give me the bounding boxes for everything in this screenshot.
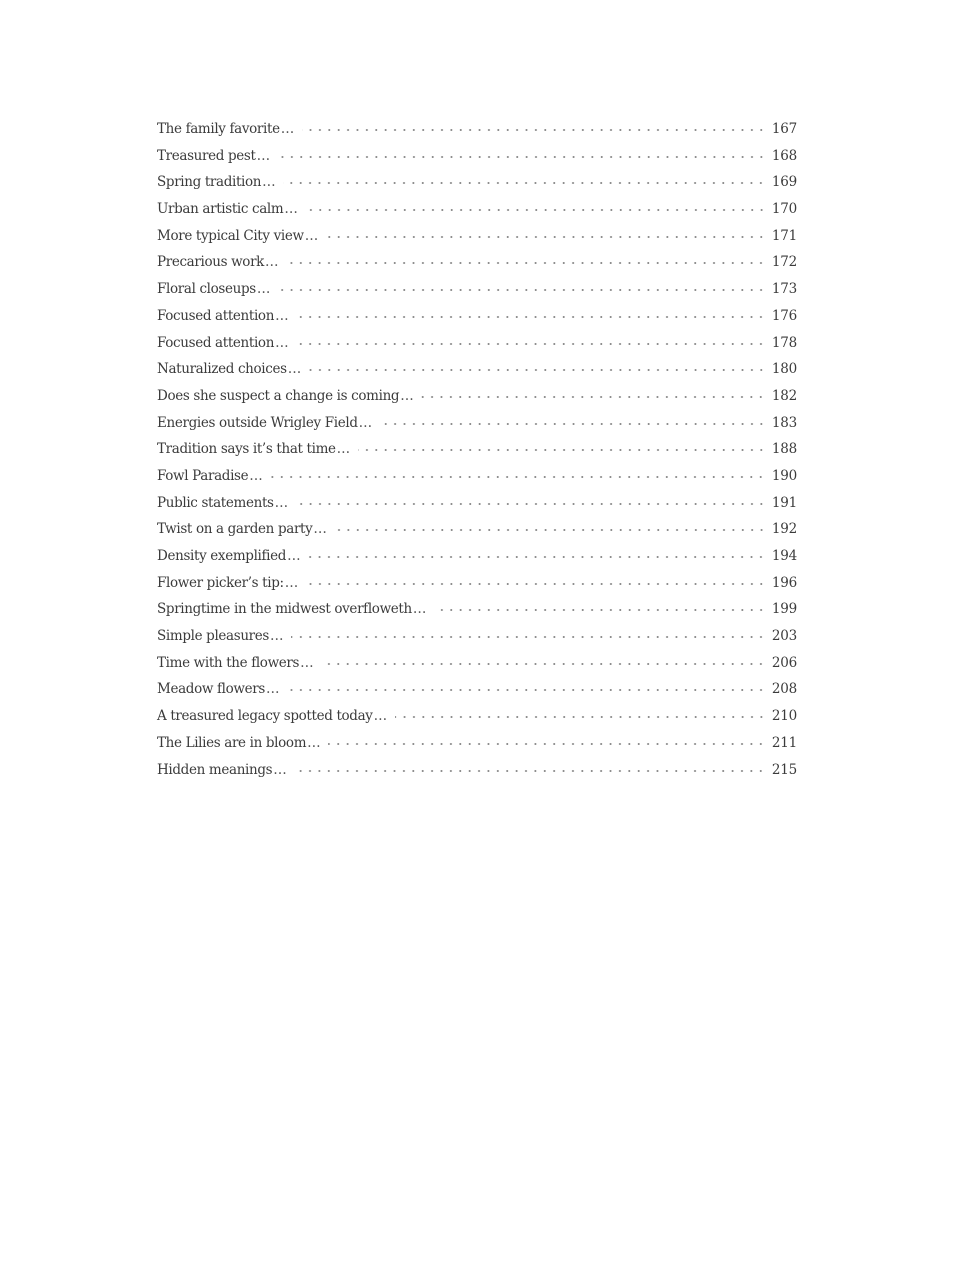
- toc-entry: [157, 361, 797, 388]
- toc-entry-page: 169: [771, 174, 797, 191]
- table-of-contents: [157, 121, 797, 788]
- toc-entry: [157, 228, 797, 255]
- toc-entry: [157, 468, 797, 495]
- toc-entry-page: 178: [771, 334, 797, 351]
- toc-entry-title: Springtime in the midwest overfloweth …: [157, 601, 426, 617]
- toc-entry: [157, 762, 797, 789]
- toc-entry-page: 170: [771, 201, 797, 218]
- dot-leader: [296, 342, 766, 346]
- dot-leader: [283, 181, 766, 185]
- toc-entry-title: Tradition says it’s that time …: [157, 441, 350, 457]
- toc-entry-page: 172: [771, 254, 797, 271]
- dot-leader: [294, 769, 765, 773]
- toc-entry-title: More typical City view …: [157, 228, 318, 244]
- dot-leader: [421, 395, 765, 399]
- toc-entry-title: Urban artistic calm …: [157, 201, 298, 217]
- toc-entry-page: 203: [771, 628, 797, 645]
- dot-leader: [278, 288, 766, 292]
- toc-entry: [157, 121, 797, 148]
- toc-entry: [157, 335, 797, 362]
- toc-entry-page: 171: [771, 227, 797, 244]
- toc-entry-title: Focused attention …: [157, 308, 288, 324]
- toc-entry-title: Meadow flowers …: [157, 681, 279, 697]
- toc-entry-title: A treasured legacy spotted today …: [157, 708, 387, 724]
- dot-leader: [395, 715, 766, 719]
- dot-leader: [287, 688, 766, 692]
- toc-entry: [157, 521, 797, 548]
- dot-leader: [326, 235, 766, 239]
- toc-entry: [157, 441, 797, 468]
- toc-entry: [157, 601, 797, 628]
- toc-entry: [157, 415, 797, 442]
- toc-entry-page: 194: [771, 548, 797, 564]
- toc-entry-title: Precarious work …: [157, 254, 278, 270]
- dot-leader: [270, 475, 765, 479]
- toc-entry-title: Floral closeups …: [157, 281, 270, 297]
- toc-entry: [157, 708, 797, 735]
- dot-leader: [321, 662, 766, 666]
- toc-entry: [157, 495, 797, 522]
- toc-entry-page: 188: [771, 441, 797, 458]
- dot-leader: [328, 742, 766, 746]
- toc-entry-title: Naturalized choices …: [157, 361, 301, 377]
- toc-entry-page: 190: [771, 467, 797, 484]
- dot-leader: [278, 155, 766, 159]
- dot-leader: [306, 582, 766, 586]
- toc-entry: [157, 575, 797, 602]
- toc-entry: [157, 548, 797, 575]
- toc-entry-page: 191: [771, 494, 797, 511]
- toc-entry-title: Energies outside Wrigley Field …: [157, 415, 372, 431]
- toc-entry-page: 167: [771, 121, 797, 137]
- toc-entry-title: Does she suspect a change is coming …: [157, 388, 413, 404]
- toc-entry-title: Simple pleasures …: [157, 628, 283, 644]
- toc-entry: [157, 735, 797, 762]
- toc-entry: [157, 174, 797, 201]
- toc-entry-title: Focused attention …: [157, 335, 288, 351]
- toc-entry: [157, 388, 797, 415]
- toc-entry-page: 210: [771, 708, 797, 725]
- dot-leader: [335, 528, 766, 532]
- toc-entry-title: Treasured pest …: [157, 148, 270, 164]
- toc-entry: [157, 281, 797, 308]
- toc-entry: [157, 254, 797, 281]
- toc-entry-page: 176: [771, 307, 797, 324]
- toc-entry-page: 208: [771, 681, 797, 698]
- toc-entry: [157, 308, 797, 335]
- toc-entry: [157, 681, 797, 708]
- toc-entry: [157, 148, 797, 175]
- dot-leader: [286, 261, 766, 265]
- toc-entry-page: 196: [771, 574, 797, 591]
- toc-entry-page: 215: [771, 761, 797, 778]
- toc-entry-title: Time with the flowers …: [157, 655, 313, 671]
- toc-entry-title: The family favorite …: [157, 121, 294, 137]
- dot-leader: [380, 422, 766, 426]
- toc-entry-title: Density exemplified …: [157, 548, 300, 564]
- dot-leader: [358, 448, 766, 452]
- dot-leader: [296, 315, 766, 319]
- toc-entry-page: 199: [771, 601, 797, 618]
- toc-entry-title: Twist on a garden party …: [157, 521, 327, 537]
- toc-entry-page: 173: [771, 281, 797, 298]
- dot-leader: [291, 635, 766, 639]
- toc-entry-title: Spring tradition …: [157, 174, 275, 190]
- toc-entry-page: 180: [771, 361, 797, 378]
- toc-entry: [157, 655, 797, 682]
- toc-entry-page: 206: [771, 654, 797, 671]
- toc-entry-title: Fowl Paradise …: [157, 468, 262, 484]
- dot-leader: [434, 608, 766, 612]
- toc-entry-title: Public statements …: [157, 495, 288, 511]
- toc-entry-page: 183: [771, 414, 797, 431]
- toc-entry-title: The Lilies are in bloom …: [157, 735, 320, 751]
- toc-entry-title: Hidden meanings …: [157, 762, 286, 778]
- toc-entry: [157, 628, 797, 655]
- toc-entry-page: 192: [771, 521, 797, 538]
- dot-leader: [308, 555, 766, 559]
- toc-entry: [157, 201, 797, 228]
- toc-entry-page: 211: [771, 734, 797, 751]
- toc-entry-page: 182: [771, 387, 797, 404]
- dot-leader: [309, 368, 766, 372]
- toc-entry-page: 168: [771, 147, 797, 164]
- toc-entry-title: Flower picker’s tip: …: [157, 575, 298, 591]
- dot-leader: [306, 208, 766, 212]
- dot-leader: [296, 502, 766, 506]
- dot-leader: [302, 128, 766, 132]
